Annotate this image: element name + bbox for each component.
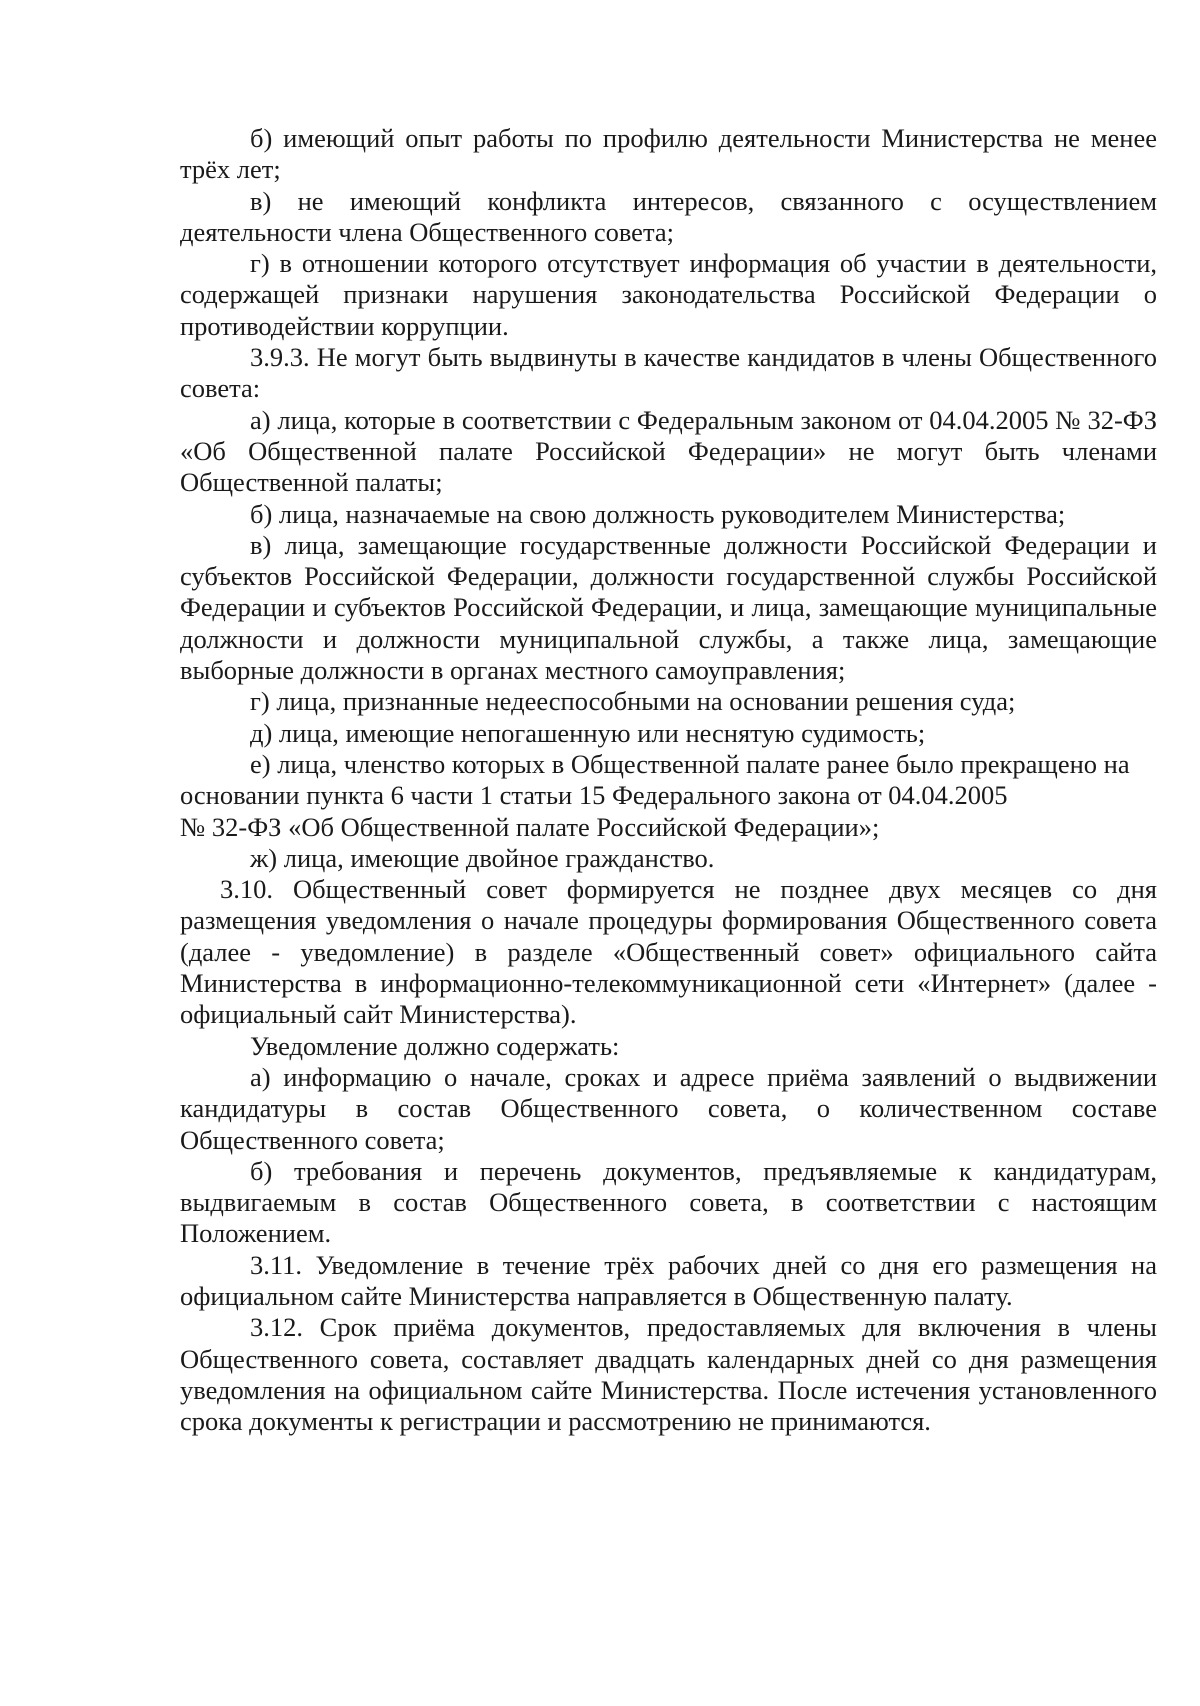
paragraph-notice-intro: Уведомление должно содержать:	[250, 1030, 620, 1061]
paragraph-2v: в) лица, замещающие государственные должности Российской Федерации и субъектов Российской Федерации, должности государственной службы Российской Федерации и субъектов Российской Федерации, и лица, замещающие муниципальные должности и должности муниципальной службы, а также лица, замещающие выборные должности в органах местного самоуправления;	[180, 529, 1157, 686]
paragraph-3-11: 3.11. Уведомление в течение трёх рабочих дней со дня его размещения на официальном сайте Министерства направляется в Общественную палату.	[180, 1249, 1157, 1311]
paragraph-2g: г) лица, признанные недееспособными на основании решения суда;	[250, 686, 1016, 717]
paragraph-3-9-3: 3.9.3. Не могут быть выдвинуты в качестве кандидатов в члены Общественного совета:	[180, 342, 1157, 404]
paragraph-1g: г) в отношении которого отсутствует информация об участии в деятельности, содержащей признаки нарушения законодательства Российской Федерации о противодействии коррупции.	[180, 248, 1157, 341]
document-body	[180, 123, 1157, 1437]
paragraph-2e: е) лица, членство которых в Общественной палате ранее было прекращено на основании пункта 6 части 1 статьи 15 Федерального закона от 04.04.2005	[180, 748, 1130, 811]
paragraph-2a: а) лица, которые в соответствии с Федеральным законом от 04.04.2005 № 32-ФЗ «Об Общественной палате Российской Федерации» не могут быть членами Общественной палаты;	[180, 404, 1157, 498]
paragraph-1b: б) имеющий опыт работы по профилю деятельности Министерства не менее трёх лет;	[180, 123, 1157, 185]
paragraph-1v: в) не имеющий конфликта интересов, связанного с осуществлением деятельности члена Общественного совета;	[180, 185, 1157, 247]
paragraph-2zh: ж) лица, имеющие двойное гражданство.	[250, 842, 715, 873]
paragraph-3b: б) требования и перечень документов, предъявляемые к кандидатурам, выдвигаемым в состав Общественного совета, в соответствии с настоящим Положением.	[180, 1155, 1157, 1249]
paragraph-3-12: 3.12. Срок приёма документов, предоставляемых для включения в члены Общественного совета, составляет двадцать календарных дней со дня размещения уведомления на официальном сайте Министерства. После истечения установленного срока документы к регистрации и рассмотрению не принимаются.	[180, 1312, 1157, 1437]
paragraph-3-10: 3.10. Общественный совет формируется не позднее двух месяцев со дня размещения уведомления о начале процедуры формирования Общественного совета (далее - уведомление) в разделе «Общественный совет» официального сайта Министерства в информационно-телекоммуникационной сети «Интернет» (далее - официальный сайт Министерства).	[180, 874, 1157, 1030]
paragraph-3a: а) информацию о начале, сроках и адресе приёма заявлений о выдвижении кандидатуры в состав Общественного совета, о количественном составе Общественного совета;	[180, 1061, 1157, 1155]
paragraph-2e-continuation: № 32-ФЗ «Об Общественной палате Российской Федерации»;	[180, 811, 880, 842]
paragraph-2b: б) лица, назначаемые на свою должность руководителем Министерства;	[250, 498, 1066, 529]
paragraph-2d: д) лица, имеющие непогашенную или неснятую судимость;	[250, 717, 926, 748]
